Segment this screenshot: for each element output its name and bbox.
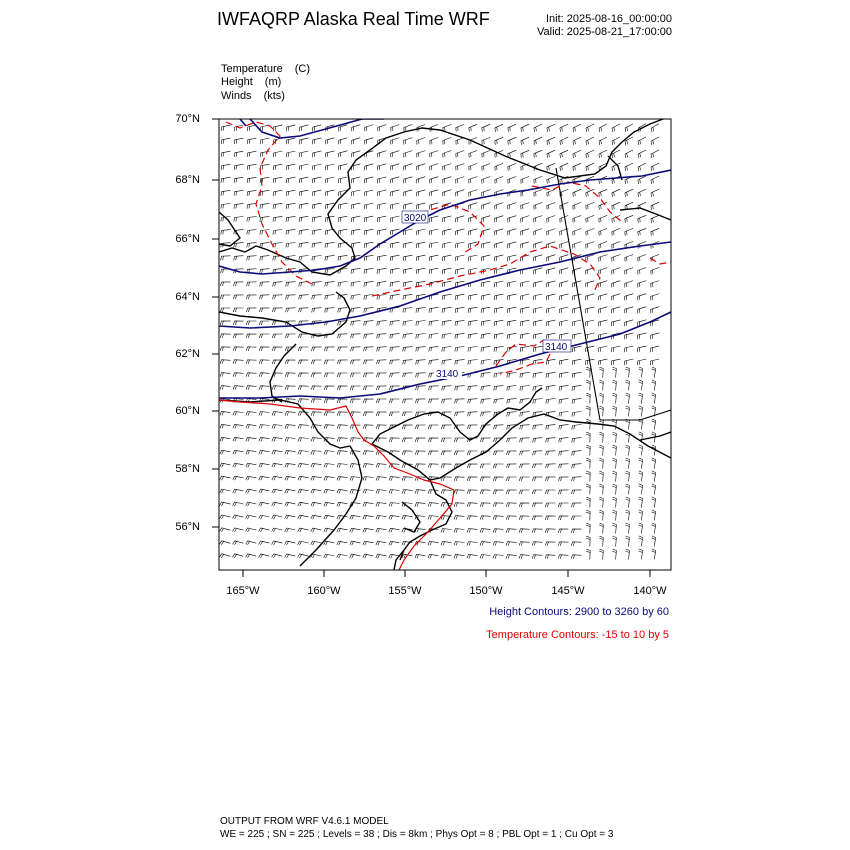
field-height: Height (m) (221, 76, 282, 88)
height-contours-note: Height Contours: 2900 to 3260 by 60 (489, 606, 669, 618)
field-winds: Winds (kts) (221, 90, 285, 102)
valid-time: Valid: 2025-08-21_17:00:00 (537, 26, 672, 38)
contour-label: 3140 (545, 342, 568, 353)
lat-label: 62°N (175, 348, 200, 360)
lat-label: 60°N (175, 405, 200, 417)
contour-label: 3140 (436, 369, 459, 380)
lat-label: 58°N (175, 463, 200, 475)
lat-label: 68°N (175, 174, 200, 186)
lat-label: 66°N (175, 233, 200, 245)
temperature-contours-note: Temperature Contours: -15 to 10 by 5 (486, 629, 669, 641)
wind-barb-field (220, 124, 660, 560)
contour-value-labels (402, 211, 571, 380)
model-info: OUTPUT FROM WRF V4.6.1 MODEL (220, 816, 389, 827)
lat-label: 56°N (175, 521, 200, 533)
lon-label: 155°W (388, 585, 422, 597)
lat-label: 70°N (175, 113, 200, 125)
contour-label: 3020 (404, 213, 427, 224)
lat-label: 64°N (175, 291, 200, 303)
lon-label: 140°W (633, 585, 667, 597)
lon-label: 165°W (226, 585, 260, 597)
field-temperature: Temperature (C) (221, 63, 311, 75)
lon-label: 160°W (307, 585, 341, 597)
axis-ticks (212, 119, 650, 577)
wind-barbs (220, 124, 660, 560)
model-params: WE = 225 ; SN = 225 ; Levels = 38 ; Dis = 8km ; Phys Opt = 8 ; PBL Opt = 1 ; Cu Opt = 3 (220, 829, 614, 840)
lon-label: 150°W (469, 585, 503, 597)
plot-title: IWFAQRP Alaska Real Time WRF (217, 9, 490, 29)
init-time: Init: 2025-08-16_00:00:00 (546, 13, 672, 25)
lon-label: 145°W (551, 585, 585, 597)
